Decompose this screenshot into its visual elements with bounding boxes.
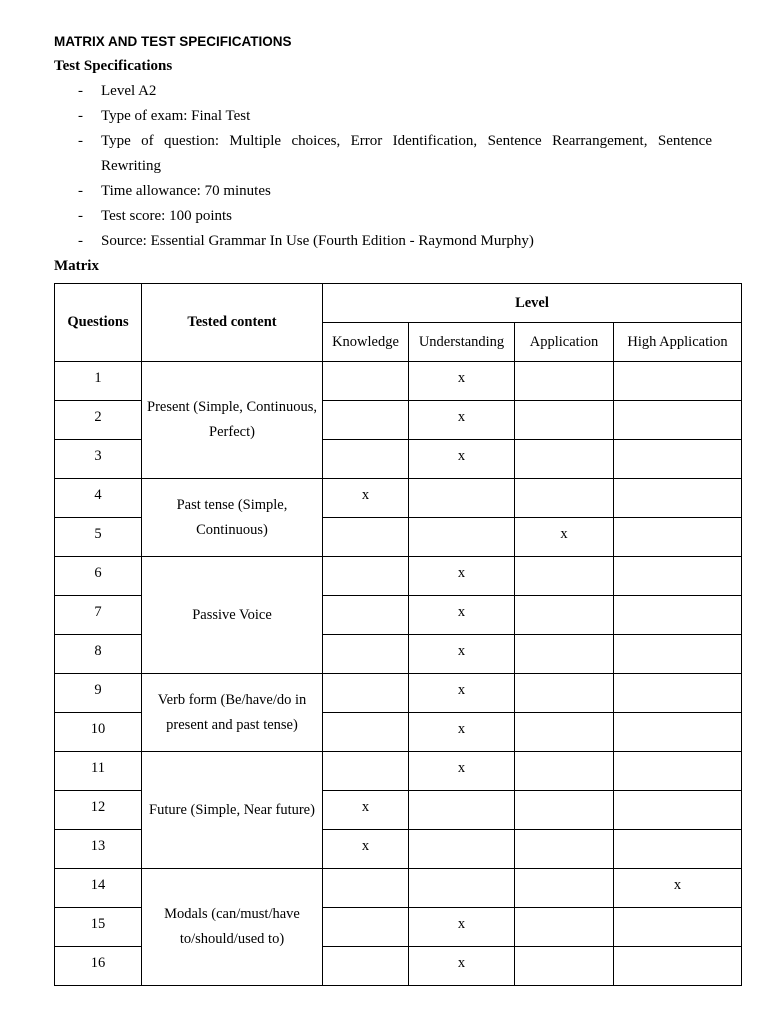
level-cell-application xyxy=(515,791,614,830)
level-cell-understanding xyxy=(409,869,515,908)
question-number: 7 xyxy=(55,596,142,635)
bullet-dash: - xyxy=(78,83,83,99)
question-number: 10 xyxy=(55,713,142,752)
question-number: 16 xyxy=(55,947,142,986)
header-application: Application xyxy=(515,323,614,362)
level-cell-application xyxy=(515,596,614,635)
header-knowledge: Knowledge xyxy=(323,323,409,362)
level-cell-understanding: x xyxy=(409,596,515,635)
bullet-dash: - xyxy=(78,183,83,199)
level-cell-high-application xyxy=(614,947,742,986)
level-cell-high-application xyxy=(614,674,742,713)
question-number: 5 xyxy=(55,518,142,557)
level-cell-high-application xyxy=(614,830,742,869)
tested-content: Verb form (Be/have/do in present and past tense) xyxy=(142,674,323,752)
spec-item xyxy=(54,129,712,179)
level-cell-understanding: x xyxy=(409,401,515,440)
level-cell-understanding: x xyxy=(409,713,515,752)
question-number: 8 xyxy=(55,635,142,674)
header-level: Level xyxy=(323,284,742,323)
level-cell-application xyxy=(515,908,614,947)
level-cell-understanding: x xyxy=(409,947,515,986)
level-cell-understanding xyxy=(409,791,515,830)
level-cell-application xyxy=(515,947,614,986)
level-cell-knowledge xyxy=(323,362,409,401)
level-cell-application xyxy=(515,401,614,440)
question-number: 1 xyxy=(55,362,142,401)
level-cell-understanding: x xyxy=(409,440,515,479)
level-cell-application xyxy=(515,752,614,791)
spec-item-text-continuation: Rewriting xyxy=(101,158,161,174)
specifications-list xyxy=(54,79,712,254)
table-row xyxy=(55,479,742,518)
level-cell-application xyxy=(515,830,614,869)
question-number: 9 xyxy=(55,674,142,713)
level-cell-understanding: x xyxy=(409,752,515,791)
level-cell-knowledge xyxy=(323,518,409,557)
header-tested-content: Tested content xyxy=(142,284,323,362)
header-high-application: High Application xyxy=(614,323,742,362)
header-questions: Questions xyxy=(55,284,142,362)
matrix-body xyxy=(55,362,742,986)
level-cell-understanding: x xyxy=(409,557,515,596)
level-cell-understanding: x xyxy=(409,635,515,674)
level-cell-high-application xyxy=(614,635,742,674)
tested-content: Passive Voice xyxy=(142,557,323,674)
question-number: 4 xyxy=(55,479,142,518)
specifications-heading: Test Specifications xyxy=(54,58,173,74)
level-cell-application xyxy=(515,362,614,401)
table-row xyxy=(55,869,742,908)
level-cell-application: x xyxy=(515,518,614,557)
question-number: 3 xyxy=(55,440,142,479)
level-cell-high-application xyxy=(614,518,742,557)
question-number: 11 xyxy=(55,752,142,791)
bullet-dash: - xyxy=(78,133,83,149)
tested-content: Past tense (Simple, Continuous) xyxy=(142,479,323,557)
question-number: 13 xyxy=(55,830,142,869)
level-cell-high-application xyxy=(614,479,742,518)
spec-item-text: Type of exam: Final Test xyxy=(101,108,251,124)
matrix-heading: Matrix xyxy=(54,258,99,274)
level-cell-application xyxy=(515,713,614,752)
header-understanding: Understanding xyxy=(409,323,515,362)
spec-item-text: Level A2 xyxy=(101,83,157,99)
level-cell-knowledge xyxy=(323,401,409,440)
level-cell-knowledge xyxy=(323,596,409,635)
level-cell-knowledge xyxy=(323,713,409,752)
level-cell-knowledge xyxy=(323,752,409,791)
level-cell-knowledge xyxy=(323,440,409,479)
level-cell-understanding: x xyxy=(409,362,515,401)
bullet-dash: - xyxy=(78,208,83,224)
level-cell-high-application xyxy=(614,713,742,752)
level-cell-knowledge xyxy=(323,947,409,986)
spec-item xyxy=(54,79,712,104)
table-row xyxy=(55,557,742,596)
level-cell-high-application xyxy=(614,908,742,947)
question-number: 15 xyxy=(55,908,142,947)
table-row xyxy=(55,752,742,791)
document-title: MATRIX AND TEST SPECIFICATIONS xyxy=(54,34,292,49)
level-cell-knowledge xyxy=(323,908,409,947)
spec-item-text: Test score: 100 points xyxy=(101,208,233,224)
level-cell-application xyxy=(515,440,614,479)
level-cell-knowledge xyxy=(323,635,409,674)
spec-item-text: Type of question: Multiple choices, Error Identification, Sentence Rearrangement, Sentence xyxy=(101,133,712,149)
level-cell-high-application xyxy=(614,596,742,635)
question-number: 6 xyxy=(55,557,142,596)
spec-item-text: Time allowance: 70 minutes xyxy=(101,183,271,199)
table-row xyxy=(55,674,742,713)
level-cell-knowledge xyxy=(323,869,409,908)
level-cell-high-application xyxy=(614,362,742,401)
level-cell-understanding xyxy=(409,830,515,869)
level-cell-knowledge: x xyxy=(323,830,409,869)
spec-item-text: Source: Essential Grammar In Use (Fourth Edition - Raymond Murphy) xyxy=(101,233,534,249)
table-row xyxy=(55,362,742,401)
tested-content: Present (Simple, Continuous, Perfect) xyxy=(142,362,323,479)
tested-content: Modals (can/must/have to/should/used to) xyxy=(142,869,323,986)
level-cell-knowledge xyxy=(323,674,409,713)
question-number: 14 xyxy=(55,869,142,908)
level-cell-high-application xyxy=(614,401,742,440)
level-cell-high-application xyxy=(614,791,742,830)
level-cell-understanding xyxy=(409,479,515,518)
level-cell-understanding: x xyxy=(409,908,515,947)
level-cell-high-application xyxy=(614,557,742,596)
spec-item xyxy=(54,104,712,129)
spec-item xyxy=(54,229,712,254)
question-number: 12 xyxy=(55,791,142,830)
bullet-dash: - xyxy=(78,108,83,124)
question-number: 2 xyxy=(55,401,142,440)
spec-item xyxy=(54,179,712,204)
level-cell-knowledge xyxy=(323,557,409,596)
matrix-table xyxy=(54,283,742,986)
level-cell-understanding: x xyxy=(409,674,515,713)
level-cell-understanding xyxy=(409,518,515,557)
level-cell-application xyxy=(515,869,614,908)
level-cell-knowledge: x xyxy=(323,479,409,518)
spec-item xyxy=(54,204,712,229)
level-cell-application xyxy=(515,674,614,713)
level-cell-application xyxy=(515,479,614,518)
level-cell-knowledge: x xyxy=(323,791,409,830)
level-cell-high-application xyxy=(614,440,742,479)
level-cell-high-application: x xyxy=(614,869,742,908)
level-cell-application xyxy=(515,635,614,674)
tested-content: Future (Simple, Near future) xyxy=(142,752,323,869)
bullet-dash: - xyxy=(78,233,83,249)
level-cell-high-application xyxy=(614,752,742,791)
level-cell-application xyxy=(515,557,614,596)
